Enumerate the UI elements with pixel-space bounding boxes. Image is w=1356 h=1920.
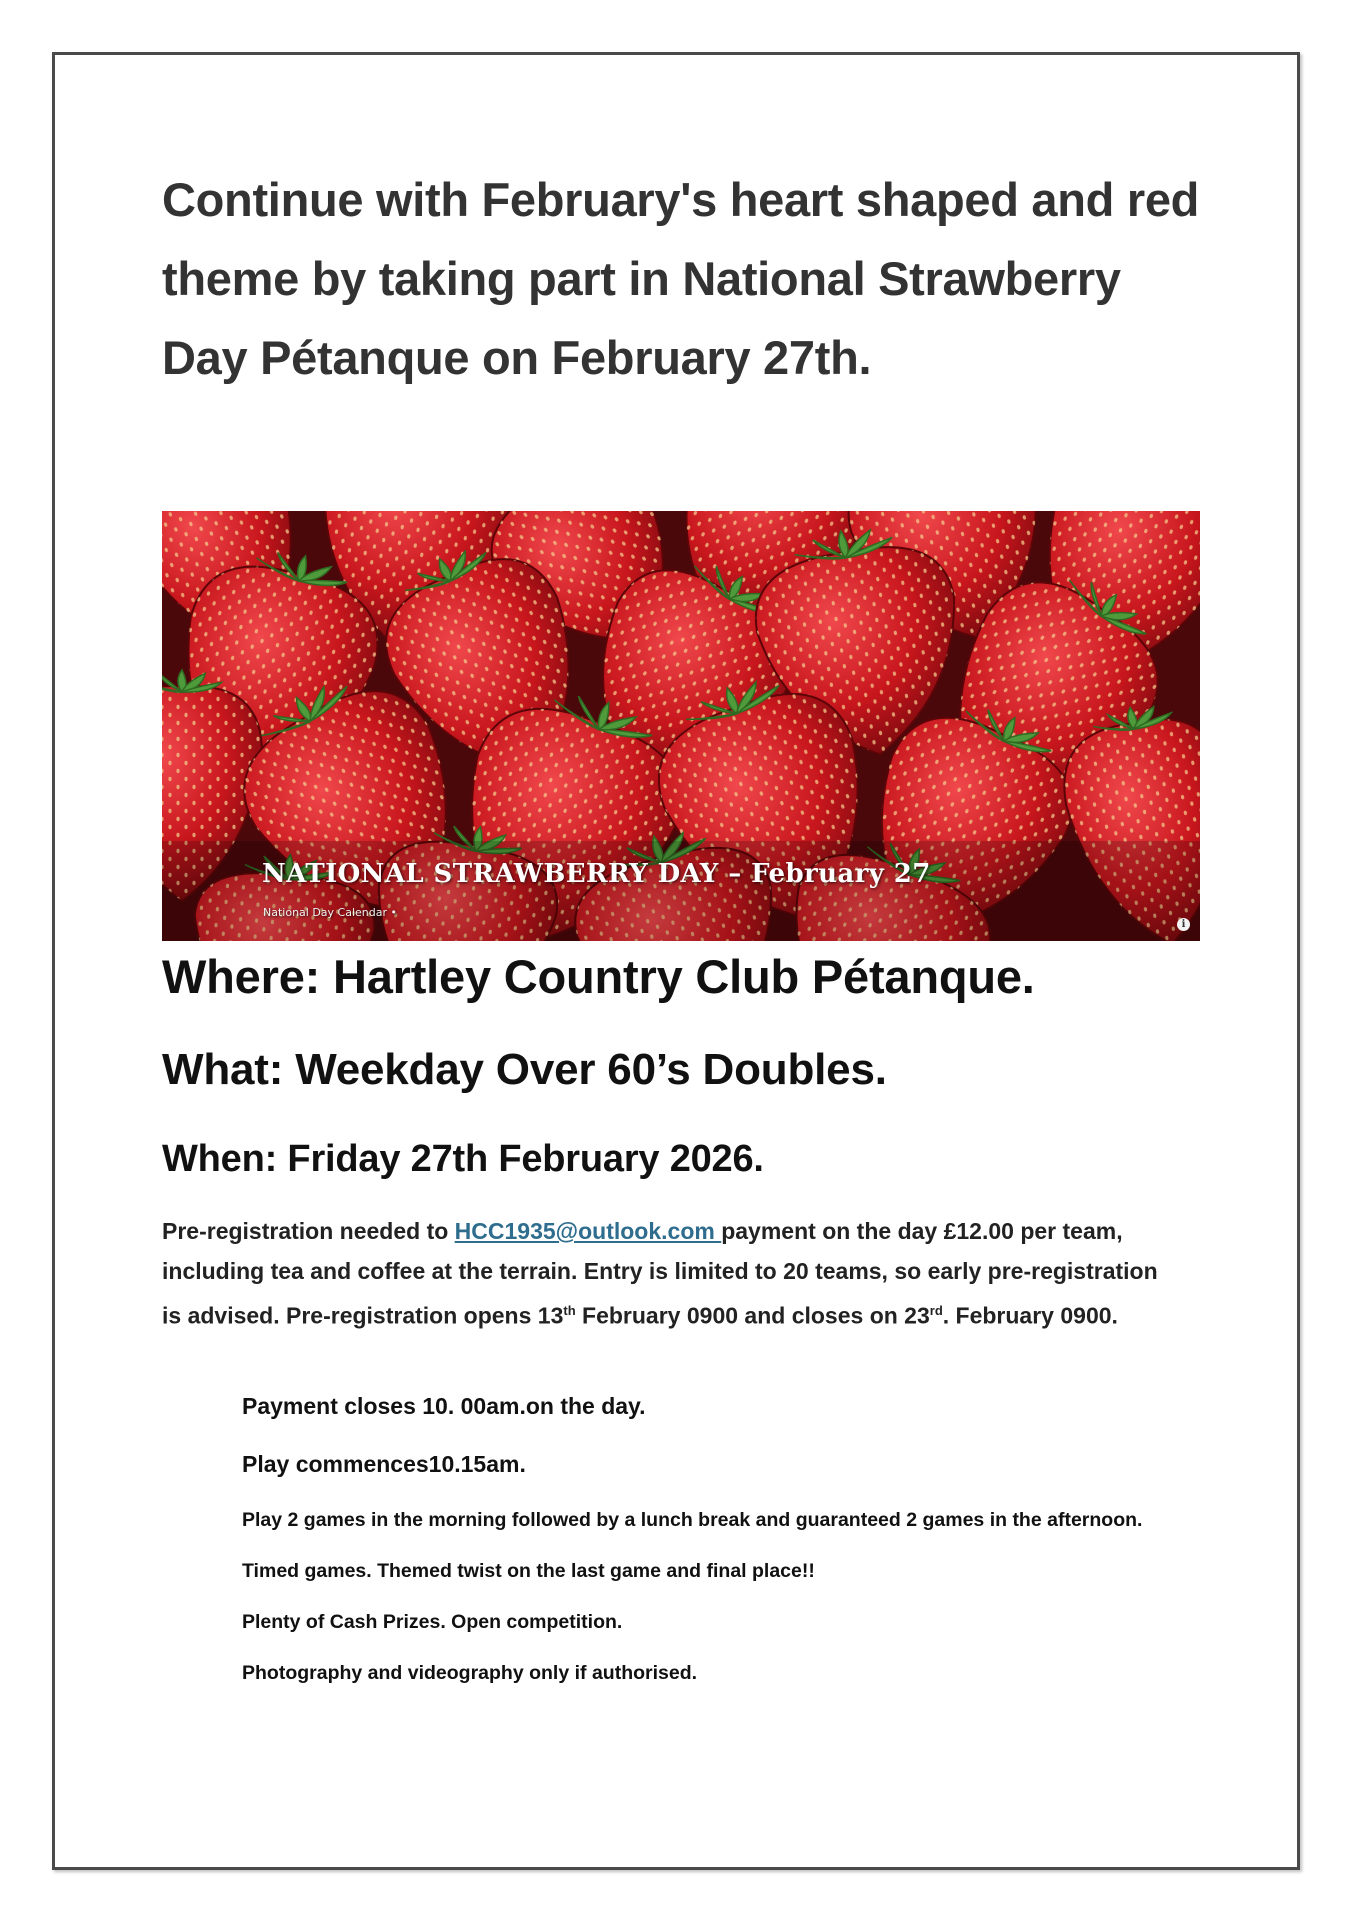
payment-closes-line: Payment closes 10. 00am.on the day. bbox=[242, 1393, 646, 1419]
when-line: When: Friday 27th February 2026. bbox=[162, 1138, 764, 1180]
email-link[interactable]: HCC1935@outlook.com bbox=[454, 1218, 722, 1244]
where-line: Where: Hartley Country Club Pétanque. bbox=[162, 950, 1035, 1003]
headline: Continue with February's heart shaped and red theme by taking part in National Strawberry Day Pétanque on February 27th. bbox=[162, 173, 1200, 384]
registration-text-3: . February 0900. bbox=[942, 1302, 1118, 1329]
superscript-rd: rd bbox=[929, 1303, 943, 1318]
registration-text-2: February 0900 and closes on 23 bbox=[575, 1302, 930, 1329]
registration-paragraph bbox=[162, 1212, 1172, 1336]
info-icon[interactable]: i bbox=[1177, 918, 1190, 931]
registration-text-1: payment on the day £12.00 per team, including tea and coffee at the terrain. Entry is limited to 20 teams, so early pre-registration is advised. Pre-registration opens 13 bbox=[162, 1218, 1158, 1329]
what-line: What: Weekday Over 60’s Doubles. bbox=[162, 1045, 887, 1094]
play-commences-line: Play commences10.15am. bbox=[242, 1451, 526, 1477]
games-schedule-line: Play 2 games in the morning followed by a lunch break and guaranteed 2 games in the afternoon. bbox=[242, 1509, 1143, 1531]
banner-source: National Day Calendar • bbox=[263, 906, 397, 919]
cash-prizes-line: Plenty of Cash Prizes. Open competition. bbox=[242, 1611, 623, 1633]
photography-line: Photography and videography only if authorised. bbox=[242, 1662, 698, 1684]
timed-games-line: Timed games. Themed twist on the last game and final place!! bbox=[242, 1560, 815, 1582]
banner-title: NATIONAL STRAWBERRY DAY – February 27 bbox=[262, 859, 931, 889]
strawberry-banner bbox=[162, 511, 1200, 941]
superscript-th: th bbox=[563, 1303, 576, 1318]
registration-intro: Pre-registration needed to bbox=[162, 1218, 455, 1244]
